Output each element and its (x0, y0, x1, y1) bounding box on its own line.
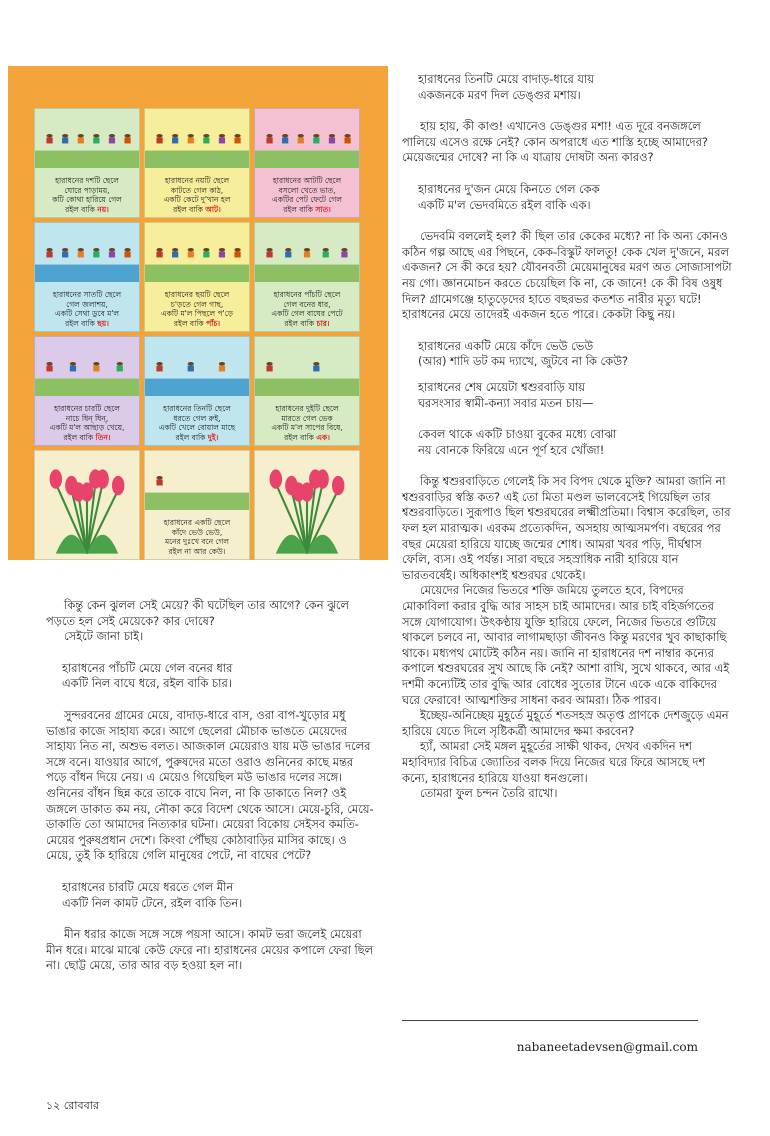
figure-head (203, 134, 209, 138)
rhyme-count: চার। (316, 318, 330, 328)
rhyme-text: হারাধনের ছয়টি ছেলে চ'ড়তে গেল গাছ, একটি ম'ল পিছলে প'ড়ে রইল বাকি (160, 290, 234, 328)
figure-head (188, 362, 194, 366)
rhyme-panel (144, 450, 250, 560)
verse: হারাধনের দু'জন মেয়ে কিনতে গেল কেক একটি ম'ল ভেদবমিতে রইল বাকি এক। (418, 181, 600, 212)
figure-body (78, 252, 84, 258)
figure-head (188, 134, 194, 138)
figure-body (62, 138, 68, 144)
paragraph: কিন্তু কেন ঝুলল সেই মেয়ে? কী ঘটেছিল তার আগে? কেন ঝুলে পড়তে হল সেই মেয়েকে? কার দোষে? (46, 598, 349, 628)
panel-ground (255, 265, 359, 283)
figure-body (344, 138, 350, 144)
figure-body (124, 138, 130, 144)
figure-head (78, 248, 84, 252)
rhyme-panel (254, 336, 360, 446)
figure-head (266, 248, 272, 252)
paragraph: হ্যাঁ, আমরা সেই মঙ্গল মুহূর্তের সাক্ষী থাকব, দেখব একদিন দশ মহাবিদ্যার বিচিত্র জ্যোতির বলক দিয়ে নিজের ঘরে ফিরে আসছে দশ কন্যে, হারাধনের হারিয়ে যাওয়া ধনগুলো। (402, 739, 706, 785)
rhyme-caption (148, 176, 246, 214)
author-email[interactable]: nabaneetadevsen@gmail.com (516, 1040, 698, 1054)
figure-head (62, 134, 68, 138)
rhyme-count: দুই। (207, 432, 219, 442)
figure-body (46, 366, 52, 372)
panel-illustration (35, 109, 139, 168)
figure-head (172, 134, 178, 138)
panel-ground (145, 493, 249, 511)
figure-body (341, 252, 347, 258)
rhyme-panel (144, 108, 250, 218)
panel-illustration (145, 109, 249, 168)
figure-head (46, 134, 52, 138)
rhyme-text: হারাধনের পাঁচটি ছেলে গেল বনের ধার, একটি গেল বাঘের পেটে রইল বাকি (271, 290, 343, 328)
rhyme-caption (258, 404, 356, 442)
figure-head (313, 134, 319, 138)
figure-body (117, 366, 123, 372)
figure-body (172, 252, 178, 258)
rhyme-count: নয়। (97, 204, 109, 214)
rhyme-count: আট। (205, 204, 221, 214)
rhyme-panel (34, 222, 140, 332)
figure-body (285, 252, 291, 258)
rhyme-caption (38, 290, 136, 328)
paragraph: ভেদবমি বললেই হল? কী ছিল তার কেকের মধ্যে? না কি অন্য কোনও কঠিন গল্প আছে এর পিছনে, কেক-বিস্কুট ফালতু! কেক খেল দু'জনে, মরল একজন? সে কী করে হয়? যৌবনবতী মেয়েমানুষের মরণ অত সোজাসাপটা নয় গো। জ্ঞানমোচন করতে চেয়েছিল কি না, কে জানে! কে কী বিষ ওষুধ দিল? গ্রামেগঞ্জে হাতুড়েদের হাতে বছরভর কতশত নারীর মৃত্যু ঘটে! হারাধনের মেয়ে তাদেরই একজন হতে পারে। কেকটা কিছু নয়। (402, 229, 732, 322)
rhyme-text: হারাধনের তিনটি ছেলে ধরতে গেল রুই, একটি খেলে বোয়াল মাছে রইল বাকি (158, 404, 236, 442)
figure-body (304, 252, 310, 258)
rhyme-caption (148, 290, 246, 328)
figure-head (78, 134, 84, 138)
figure-body (109, 138, 115, 144)
figure-body (156, 138, 162, 144)
rhyme-caption (258, 290, 356, 328)
figure-body (156, 366, 162, 372)
paragraph: হায় হায়, কী কাণ্ড! এখানেও ডেঙ্গুর মশা! এত দূরে বনজঙ্গলে পালিয়ে এসেও রক্ষে নেই? কোন অপরাধে এত শাস্তি হচ্ছে আমাদের? মেয়েজন্মের দোষে? না কি এ যাত্রায় দোষটা অন্য কারও? (402, 119, 708, 165)
figure-body (93, 366, 99, 372)
panel-illustration (255, 109, 359, 168)
figure-head (323, 248, 329, 252)
paragraph: তোমরা ফুল চন্দন তৈরি রাখো। (420, 786, 558, 801)
verse: হারাধনের একটি মেয়ে কাঁদে ভেউ ভেউ (আর) শাদি ডট কম দ্যাখে, জুটবে না কি কেউ? (418, 338, 628, 369)
paragraph: মেয়েদের নিজের ভিতরে শক্তি জমিয়ে তুলতে হবে, বিপদের মোকাবিলা করার বুদ্ধি আর সাহস চাই আমাদের। আর চাই বহির্জগতের সঙ্গে যোগাযোগ। উৎকণ্ঠায় যুক্তি হারিয়ে ফেলে, নিজের ভিতরে গুটিয়ে থাকলে চলবে না, আবার লাগামছাড়া জীবনও কিন্তু মরণের খুব কাছাকাছি থাকে। মধ্যপথ মোটেই কঠিন নয়। জানি না হারাধনের দশ নাম্বার কন্যের কপালে শ্বশুরঘরের সুখ আছে কি নেই? আশা রাখি, সুখে থাকবে, আর এই দশমী কন্যেটিই তার বুদ্ধি আর বোধের সুতোর টানে একে একে বাকিদের ঘরে ফেরাবে! আত্মশক্তির সাধনা করব আমরা। ঠিক পারব। (402, 583, 730, 707)
left-column (46, 598, 376, 974)
right-column (402, 72, 732, 802)
tulip-flower (50, 469, 62, 488)
figure-head (156, 362, 162, 366)
figure-body (203, 138, 209, 144)
page-footer: ১২ রোববার (46, 1099, 99, 1112)
figure-body (313, 366, 319, 372)
figure-head (298, 134, 304, 138)
figure-head (285, 248, 291, 252)
rhyme-count: সাত। (315, 204, 331, 214)
figure-body (188, 252, 194, 258)
rhyme-text: হারাধনের নয়টি ছেলে কাটতে গেল কাঠ, একটি কেটে দু'খান হল রইল বাকি (163, 176, 231, 214)
figure-body (156, 252, 162, 258)
figure-head (266, 362, 272, 366)
figure-body (93, 252, 99, 258)
paragraph: সুন্দরবনের গ্রামের মেয়ে, বাদাড়-ধারে বাস, ওরা বাপ-খুড়োর মধু ভাঙার কাজে সাহায্য করে। আগে ছেলেরা মৌচাক ভাঙতে মেয়েদের সাহায্য নিত না, অশুভ বলত। আজকাল মেয়েরাও যায় মউ ভাঙার দলের সঙ্গে বনে। যাওয়ার আগে, পুরুষদের মতো ওরাও গুনিনের কাছে মন্তর পড়ে বাঁধন দিয়ে নেয়। এ মেয়েও গিয়েছিল মউ ভাঙার দলের সঙ্গে। গুনিনের বাঁধন ছিন্ন করে তাকে বাঘে নিল, না কি ডাকাতে নিল? ওই জঙ্গলে ডাকাত কম নয়, নৌকা করে বিদেশ থেকে আসে। মেয়ে-চুরি, মেয়ে-ডাকাতি তো আমাদের নিত্যকার ঘটনা। মেয়েরা বিকোয় সেইসব কমতি-মেয়ের পুরুষপ্রধান দেশে। কিংবা পৌঁছয় কোঠাবাড়ির মাসির কাছে। ও মেয়ে, তুই কি হারিয়ে গেলি মানুষের পেটে, না বাঘের পেটে? (46, 707, 374, 863)
rhyme-count: পাঁচ। (206, 318, 221, 328)
figure-head (203, 248, 209, 252)
figure-head (172, 248, 178, 252)
figure-body (188, 138, 194, 144)
rhyme-text: হারাধনের সাতটি ছেলে গেল জলাশয়, একটি সেথা ডুবে ম'ল রইল বাকি (52, 290, 122, 328)
rhyme-caption (38, 404, 136, 442)
rhyme-panel (144, 336, 250, 446)
rhyme-panel (254, 108, 360, 218)
verse: কেবল থাকে একটি চাওয়া বুকের মধ্যে বোঝা নয় বোনকে ফিরিয়ে এনে পূর্ণ হবে খোঁজা! (418, 427, 617, 457)
figure-body (323, 252, 329, 258)
panel-illustration (35, 223, 139, 282)
tulip-flower (112, 476, 124, 495)
figure-head (234, 248, 240, 252)
figure-head (109, 134, 115, 138)
illustration-frame (8, 66, 388, 560)
figure-body (266, 366, 272, 372)
figure-head (219, 134, 225, 138)
figure-head (117, 362, 123, 366)
figure-body (266, 252, 272, 258)
panel-illustration (255, 223, 359, 282)
rhyme-text: হারাধনের দশটি ছেলে ঘোরে পাড়াময়, কটি কোথা হারিয়ে গেল রইল বাকি (52, 176, 122, 214)
tulip-flower (332, 476, 344, 495)
rhyme-text: হারাধনের দুইটি ছেলে মারতে গেল ভেক একটি ম'ল সাপের বিষে, রইল বাকি (271, 404, 343, 442)
figure-head (282, 134, 288, 138)
panel-illustration (255, 337, 359, 396)
panel-illustration (35, 337, 139, 396)
tulip-flower (292, 482, 304, 501)
rhyme-text: হারাধনের একটি ছেলে কাঁদে ভেউ ভেউ, মনের দুঃখে বনে গেল রইল না আর কেউ। (163, 518, 231, 556)
rhyme-panel-grid (34, 108, 360, 560)
panel-ground (35, 151, 139, 169)
paragraph: কিন্তু শ্বশুরবাড়িতে গেলেই কি সব বিপদ থেকে মুক্তি? আমরা জানি না শ্বশুরবাড়ির স্বস্তি কত? এই তো মিতা মণ্ডল ভালবেসেই গিয়েছিল তার শ্বশুরবাড়িতে। সুরূপাও ছিল শ্বশুরঘরের লক্ষ্মীপ্রতিমা। বিশ্বাস করেছিল, তার ফল হল মারাত্মক। এরকম প্রত্যেকদিন, অসহায় আত্মসমর্পণ। বছরের পর বছর মেয়েরা হারিয়ে যাচ্ছে জন্মের শোধ। আমরা খবর পড়ি, দীর্ঘশ্বাস ফেলি, ব্যস। ওই পর্যন্ত। সারা বছরে সহস্রাধিক নারী হারিয়ে যান ভারতবর্ষেই। অধিকাংশই শ্বশুরঘর থেকেই। (402, 474, 731, 582)
figure-head (344, 134, 350, 138)
figure-body (313, 138, 319, 144)
figure-head (341, 248, 347, 252)
figure-body (266, 138, 272, 144)
figure-head (329, 134, 335, 138)
figure-head (93, 134, 99, 138)
figure-body (109, 252, 115, 258)
figure-head (234, 134, 240, 138)
figure-head (93, 248, 99, 252)
panel-ground (35, 379, 139, 397)
figure-head (46, 362, 52, 366)
figure-body (219, 138, 225, 144)
figure-body (46, 138, 52, 144)
panel-illustration (145, 223, 249, 282)
paragraph: সেইটে জানা চাই। (64, 629, 144, 644)
figure-head (156, 248, 162, 252)
verse: হারাধনের শেষ মেয়েটা শ্বশুরবাড়ি যায় ঘরসংসার স্বামী-কন্যা সবার মতন চায়— (418, 379, 594, 410)
figure-body (70, 366, 76, 372)
rhyme-panel (34, 108, 140, 218)
panel-ground (145, 151, 249, 169)
figure-body (203, 252, 209, 258)
rhyme-panel (34, 336, 140, 446)
rhyme-count: ছয়। (97, 318, 109, 328)
figure-head (156, 134, 162, 138)
figure-head (219, 362, 225, 366)
panel-ground (255, 151, 359, 169)
figure-body (282, 138, 288, 144)
panel-ground (35, 265, 139, 283)
figure-head (304, 248, 310, 252)
panel-ground (145, 379, 249, 397)
panel-ground (255, 379, 359, 397)
rhyme-panel (254, 222, 360, 332)
figure-body (78, 138, 84, 144)
figure-body (188, 366, 194, 372)
rhyme-count: এক। (316, 432, 330, 442)
figure-body (234, 138, 240, 144)
panel-illustration (145, 337, 249, 396)
figure-body (172, 138, 178, 144)
panel-illustration (145, 451, 249, 510)
figure-head (266, 134, 272, 138)
figure-head (188, 248, 194, 252)
figure-body (298, 138, 304, 144)
figure-head (219, 248, 225, 252)
figure-head (156, 476, 162, 480)
tulip-illustration (35, 451, 139, 559)
tulip-flower (309, 469, 321, 488)
rhyme-caption (148, 404, 246, 442)
tulip-flower (270, 469, 282, 488)
figure-body (93, 138, 99, 144)
paragraph: মীন ধরার কাজে সঙ্গে সঙ্গে পয়সা আসে। কামট ভরা জলেই মেয়েরা মীন ধরে। মাঝে মাঝে কেউ ফেরে না। হারাধনের মেয়ের কপালে ফেরা ছিল না। ছোট্ট মেয়ে, তার আর বড় হওয়া হল না। (46, 927, 374, 973)
panel-ground (145, 265, 249, 283)
paragraph: ইচ্ছেয়-অনিচ্ছেয় মুহূর্তে মুহূর্তে শতসহস্র অতৃপ্ত প্রাণকে দেশজুড়ে এমন হারিয়ে যেতে দিলে সৃষ্টিকর্ত্রী আমাদের ক্ষমা করবেন? (402, 708, 729, 738)
tulip-flower (89, 469, 101, 488)
figure-head (70, 362, 76, 366)
figure-body (156, 480, 162, 486)
rhyme-count: তিন। (95, 432, 111, 442)
figure-body (234, 252, 240, 258)
signature-divider (402, 1020, 698, 1021)
verse: হারাধনের পাঁচটি মেয়ে গেল বনের ধার একটি নিল বাঘে ধরে, রইল বাকি চার। (62, 660, 233, 691)
figure-head (124, 134, 130, 138)
figure-body (124, 252, 130, 258)
rhyme-text: হারাধনের চারটি ছেলে নাচে ধিন্ ধিন্, একটি ম'ল আছাড় খেয়ে, রইল বাকি (49, 404, 125, 442)
figure-body (46, 252, 52, 258)
verse: হারাধনের তিনটি মেয়ে বাদাড়-ধারে যায় একজনকে মরণ দিল ডেঙ্গুর মশায়। (418, 72, 594, 102)
figure-head (124, 248, 130, 252)
rhyme-caption (258, 176, 356, 214)
figure-head (62, 248, 68, 252)
rhyme-caption (38, 176, 136, 214)
rhyme-panel (254, 450, 360, 560)
verse: হারাধনের চারটি মেয়ে ধরতে গেল মীন একটি নিল কামট টেনে, রইল বাকি তিন। (62, 879, 243, 910)
figure-body (62, 252, 68, 258)
figure-body (219, 252, 225, 258)
tulip-flower (72, 482, 84, 501)
figure-body (329, 138, 335, 144)
tulip-illustration (255, 451, 359, 559)
rhyme-caption (148, 518, 246, 556)
figure-head (93, 362, 99, 366)
figure-head (46, 248, 52, 252)
rhyme-panel (144, 222, 250, 332)
rhyme-panel (34, 450, 140, 560)
rhyme-text: হারাধনের আটটি ছেলে বসলো খেতে ভাত, একটির পেট ফেটে গেল রইল বাকি (272, 176, 342, 214)
figure-body (219, 366, 225, 372)
figure-head (313, 362, 319, 366)
figure-head (109, 248, 115, 252)
